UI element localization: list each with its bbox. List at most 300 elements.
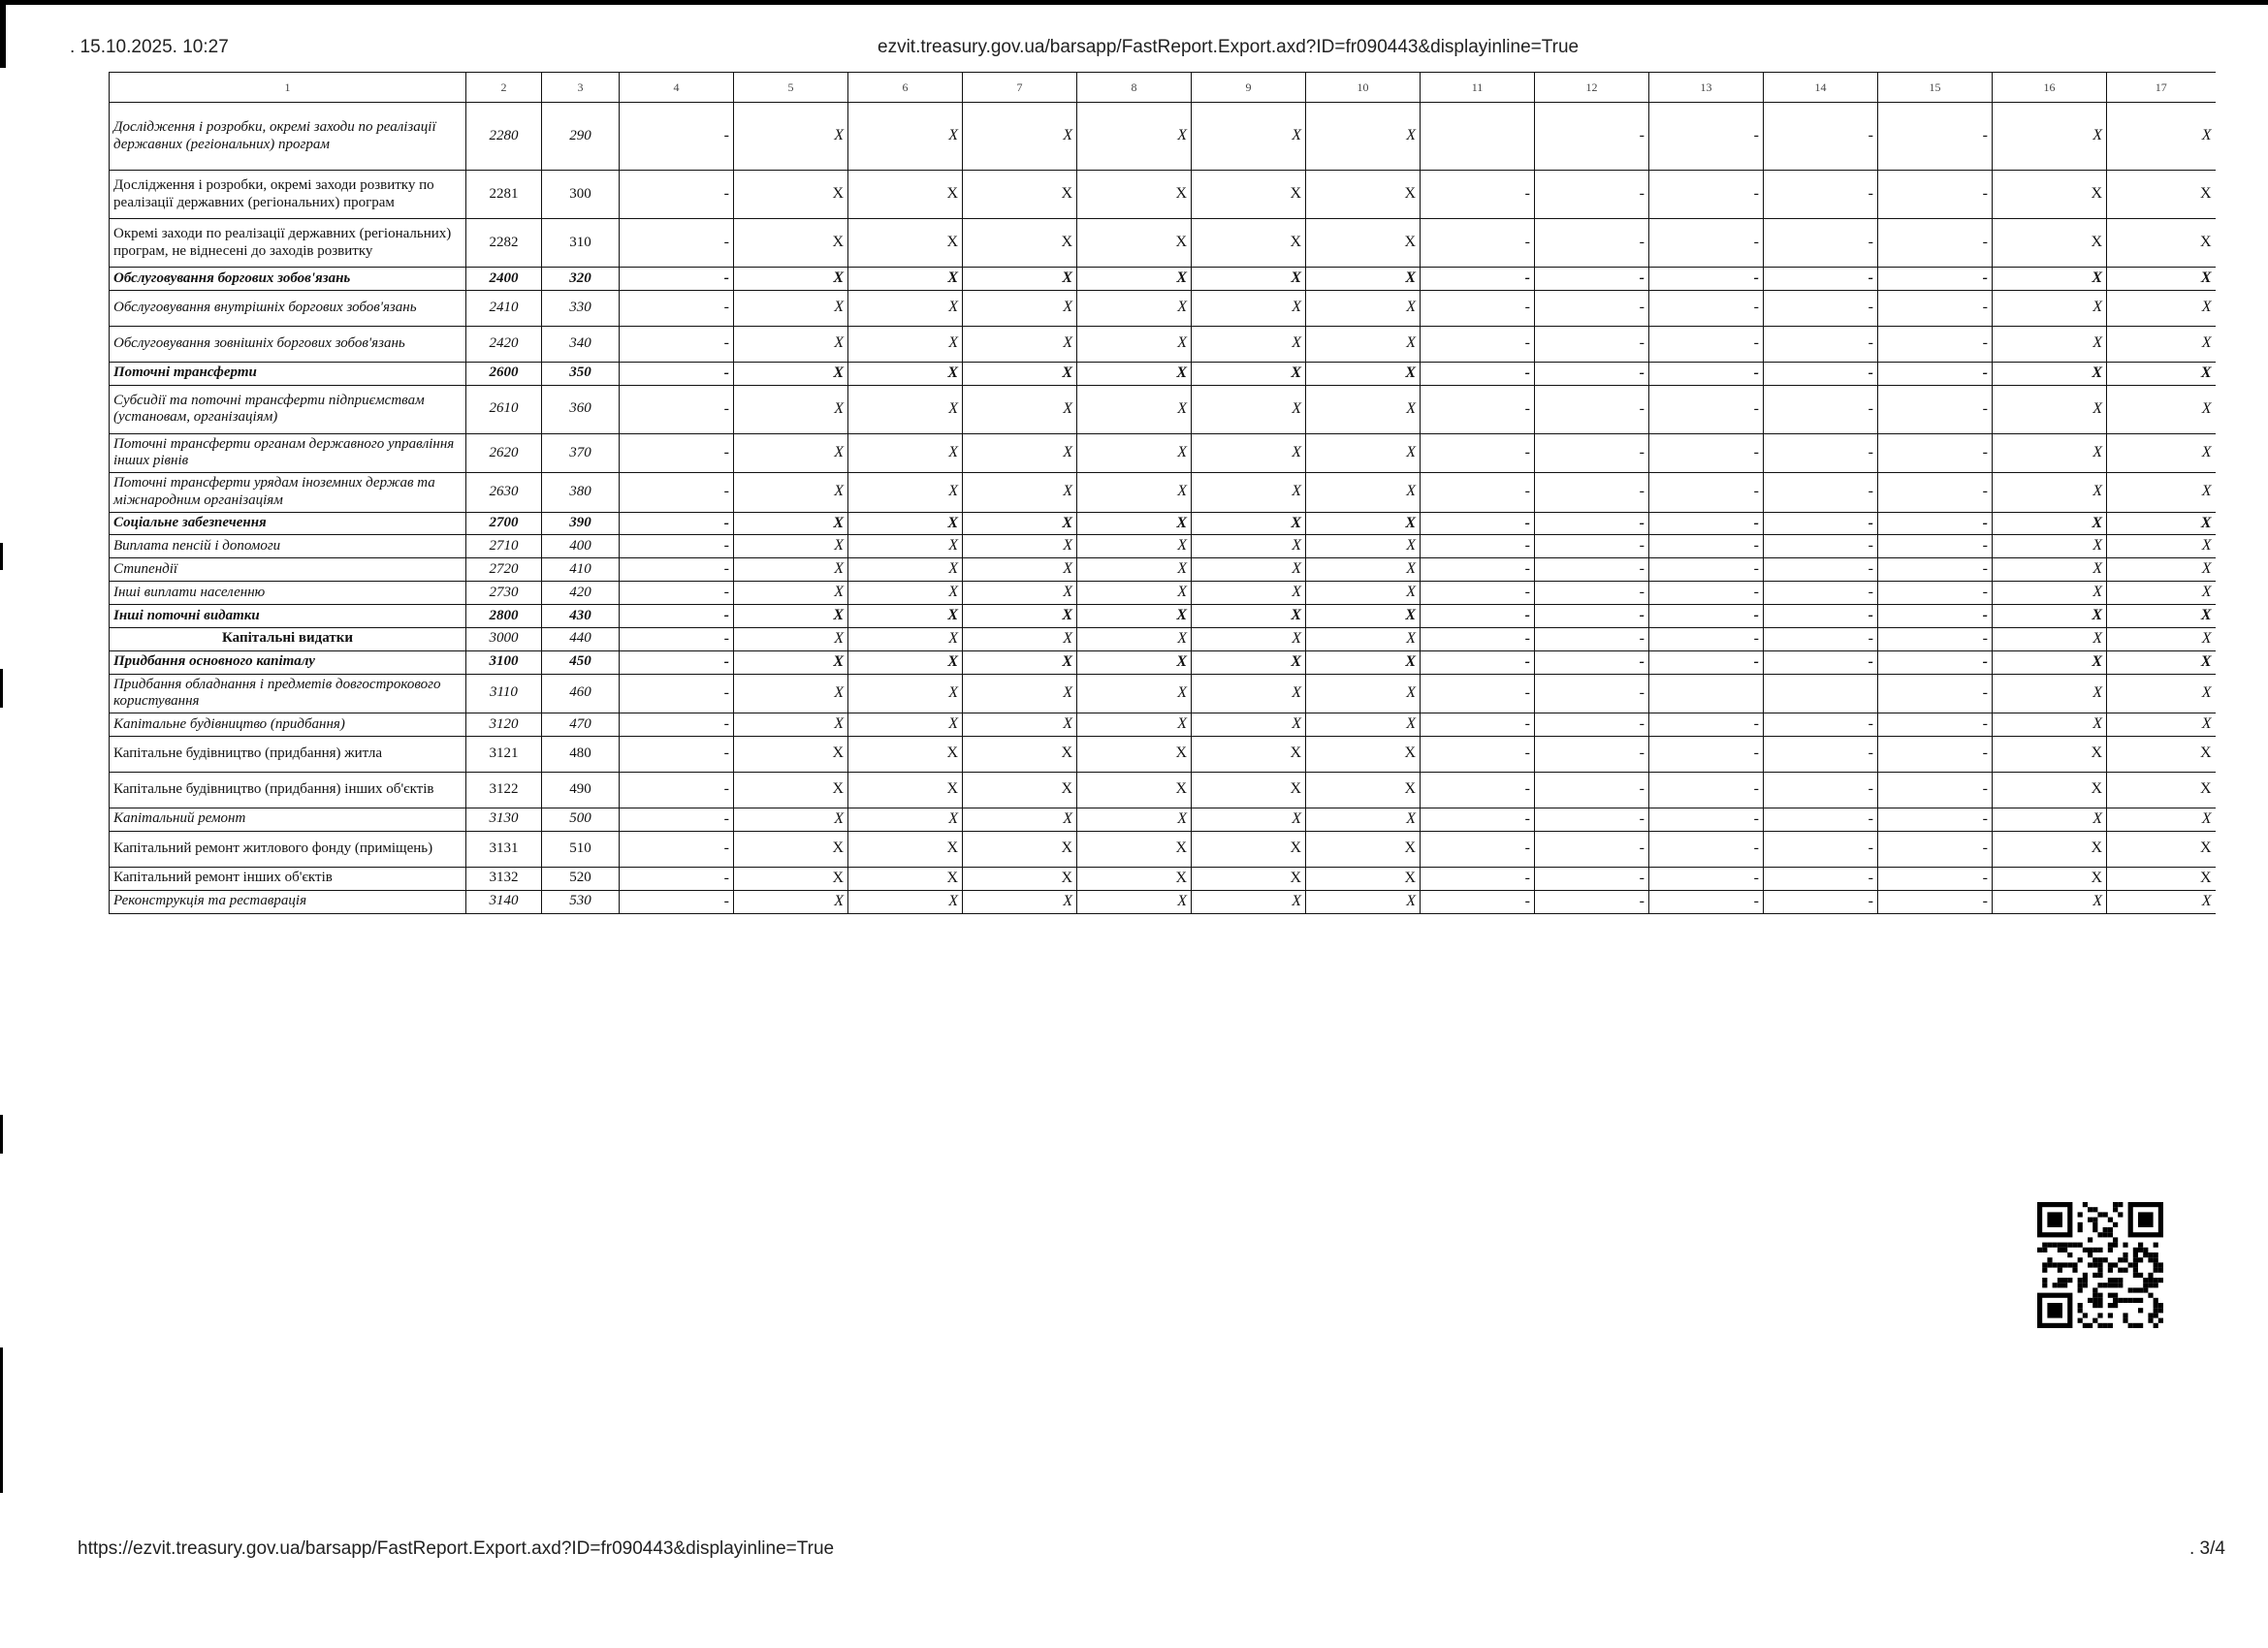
cell-value: X bbox=[1192, 890, 1306, 913]
cell-value: X bbox=[1993, 535, 2107, 558]
qr-module bbox=[2092, 1293, 2097, 1298]
qr-module bbox=[2108, 1232, 2113, 1237]
cell-value: X bbox=[2107, 512, 2216, 535]
cell-value: - bbox=[1878, 326, 1993, 362]
cell-value: - bbox=[1421, 219, 1535, 268]
qr-module bbox=[2133, 1268, 2138, 1273]
qr-module bbox=[2103, 1232, 2108, 1237]
row-name: Дослідження і розробки, окремі заходи по реалізації державних (регіональних) програм bbox=[110, 103, 466, 171]
cell-value: X bbox=[1192, 582, 1306, 605]
cell-value: - bbox=[620, 171, 734, 219]
qr-module bbox=[2148, 1283, 2153, 1287]
cell-value: X bbox=[963, 772, 1077, 808]
table-row bbox=[110, 103, 2216, 171]
qr-module bbox=[2123, 1318, 2127, 1323]
row-name: Капітальне будівництво (придбання) інших об'єктів bbox=[110, 772, 466, 808]
qr-module bbox=[2133, 1248, 2138, 1252]
cell-value: X bbox=[2107, 433, 2216, 472]
cell-value: - bbox=[1421, 558, 1535, 582]
column-number: 9 bbox=[1192, 73, 1306, 103]
row-name: Капітальний ремонт bbox=[110, 808, 466, 831]
cell-value: - bbox=[1421, 171, 1535, 219]
qr-module bbox=[2113, 1283, 2118, 1287]
table-row bbox=[110, 535, 2216, 558]
cell-value: X bbox=[1077, 362, 1192, 385]
cell-value: X bbox=[1077, 713, 1192, 737]
cell-value: X bbox=[1077, 171, 1192, 219]
row-code: 2410 bbox=[466, 290, 542, 326]
qr-module bbox=[2097, 1257, 2102, 1262]
cell-value: - bbox=[1878, 385, 1993, 433]
table-body bbox=[110, 73, 2216, 914]
cell-value: X bbox=[1993, 171, 2107, 219]
qr-module bbox=[2158, 1303, 2163, 1308]
cell-value: - bbox=[1649, 808, 1764, 831]
cell-value: - bbox=[1649, 582, 1764, 605]
qr-module bbox=[2138, 1243, 2143, 1248]
cell-value: - bbox=[1764, 650, 1878, 674]
cell-value: X bbox=[734, 582, 848, 605]
qr-module bbox=[2148, 1273, 2153, 1278]
qr-module bbox=[2108, 1293, 2113, 1298]
cell-value: - bbox=[1878, 103, 1993, 171]
table-row bbox=[110, 867, 2216, 890]
print-datetime: . 15.10.2025. 10:27 bbox=[70, 37, 229, 57]
qr-module bbox=[2143, 1252, 2148, 1257]
qr-module bbox=[2058, 1262, 2062, 1267]
cell-value: X bbox=[1993, 362, 2107, 385]
qr-module bbox=[2078, 1212, 2083, 1217]
cell-value: X bbox=[1306, 713, 1421, 737]
row-name: Субсидії та поточні трансферти підприємствам (установам, організаціям) bbox=[110, 385, 466, 433]
cell-value: X bbox=[1192, 512, 1306, 535]
cell-value: - bbox=[620, 674, 734, 713]
cell-value: - bbox=[1421, 385, 1535, 433]
cell-value: X bbox=[734, 890, 848, 913]
cell-value: X bbox=[963, 103, 1077, 171]
cell-value: - bbox=[620, 103, 734, 171]
cell-value: - bbox=[1421, 674, 1535, 713]
cell-value: X bbox=[1306, 473, 1421, 512]
cell-value: - bbox=[1535, 674, 1649, 713]
qr-module bbox=[2067, 1252, 2072, 1257]
row-name: Капітальні видатки bbox=[110, 627, 466, 650]
row-name: Обслуговування боргових зобов'язань bbox=[110, 268, 466, 291]
column-number: 10 bbox=[1306, 73, 1421, 103]
cell-value: X bbox=[963, 535, 1077, 558]
qr-module bbox=[2078, 1283, 2083, 1287]
cell-value: X bbox=[963, 290, 1077, 326]
qr-module bbox=[2143, 1278, 2148, 1283]
cell-value: X bbox=[1077, 808, 1192, 831]
cell-value: - bbox=[1649, 535, 1764, 558]
qr-module bbox=[2138, 1287, 2143, 1292]
column-number: 2 bbox=[466, 73, 542, 103]
column-number-row bbox=[110, 73, 2216, 103]
cell-value: X bbox=[1077, 326, 1192, 362]
cell-value: X bbox=[2107, 867, 2216, 890]
cell-value: X bbox=[1306, 674, 1421, 713]
cell-value: X bbox=[1077, 674, 1192, 713]
cell-value: X bbox=[2107, 582, 2216, 605]
qr-module bbox=[2092, 1218, 2097, 1222]
cell-value: X bbox=[848, 582, 963, 605]
cell-value: - bbox=[1878, 627, 1993, 650]
qr-module bbox=[2097, 1232, 2102, 1237]
cell-value: - bbox=[1649, 433, 1764, 472]
qr-module bbox=[2058, 1243, 2062, 1248]
cell-value: X bbox=[734, 831, 848, 867]
qr-module bbox=[2088, 1298, 2092, 1303]
cell-value: - bbox=[1649, 650, 1764, 674]
cell-value: X bbox=[848, 171, 963, 219]
header-url[interactable]: ezvit.treasury.gov.ua/barsapp/FastReport.Export.axd?ID=fr090443&displayinline=True bbox=[878, 37, 1580, 57]
qr-module bbox=[2148, 1318, 2153, 1323]
qr-module bbox=[2092, 1227, 2097, 1232]
qr-module bbox=[2092, 1287, 2097, 1292]
qr-module bbox=[2047, 1257, 2052, 1262]
cell-value: - bbox=[1649, 473, 1764, 512]
cell-value: - bbox=[1649, 171, 1764, 219]
row-line-number: 350 bbox=[542, 362, 620, 385]
qr-module bbox=[2113, 1293, 2118, 1298]
row-name: Соціальне забезпечення bbox=[110, 512, 466, 535]
cell-value: X bbox=[1077, 582, 1192, 605]
cell-value: X bbox=[1306, 171, 1421, 219]
cell-value: - bbox=[1535, 268, 1649, 291]
cell-value: X bbox=[848, 268, 963, 291]
row-name: Придбання обладнання і предметів довгострокового користування bbox=[110, 674, 466, 713]
cell-value: X bbox=[1993, 831, 2107, 867]
cell-value: - bbox=[1764, 268, 1878, 291]
qr-module bbox=[2118, 1278, 2123, 1283]
cell-value: - bbox=[1878, 808, 1993, 831]
table-row bbox=[110, 362, 2216, 385]
row-line-number: 400 bbox=[542, 535, 620, 558]
cell-value: X bbox=[1306, 558, 1421, 582]
cell-value: X bbox=[2107, 473, 2216, 512]
cell-value: - bbox=[1878, 867, 1993, 890]
row-line-number: 380 bbox=[542, 473, 620, 512]
qr-module bbox=[2158, 1268, 2163, 1273]
qr-module bbox=[2128, 1298, 2133, 1303]
column-number: 11 bbox=[1421, 73, 1535, 103]
qr-module bbox=[2113, 1237, 2118, 1242]
row-name: Інші виплати населенню bbox=[110, 582, 466, 605]
qr-module bbox=[2097, 1212, 2102, 1217]
cell-value: X bbox=[1306, 627, 1421, 650]
cell-value: X bbox=[848, 772, 963, 808]
row-code: 3140 bbox=[466, 890, 542, 913]
qr-module bbox=[2143, 1248, 2148, 1252]
cell-value: X bbox=[1192, 831, 1306, 867]
qr-module bbox=[2097, 1303, 2102, 1308]
row-code: 2700 bbox=[466, 512, 542, 535]
cell-value: X bbox=[1192, 433, 1306, 472]
cell-value: X bbox=[963, 219, 1077, 268]
cell-value: X bbox=[1192, 736, 1306, 772]
qr-module bbox=[2083, 1283, 2088, 1287]
table-row bbox=[110, 512, 2216, 535]
cell-value: X bbox=[1306, 512, 1421, 535]
cell-value: X bbox=[2107, 268, 2216, 291]
cell-value: X bbox=[1192, 171, 1306, 219]
cell-value: X bbox=[734, 219, 848, 268]
cell-value: - bbox=[1649, 103, 1764, 171]
qr-module bbox=[2138, 1273, 2143, 1278]
qr-module bbox=[2118, 1268, 2123, 1273]
cell-value: X bbox=[963, 171, 1077, 219]
cell-value: - bbox=[620, 736, 734, 772]
cell-value: X bbox=[848, 535, 963, 558]
cell-value: - bbox=[1535, 605, 1649, 628]
qr-module bbox=[2097, 1268, 2102, 1273]
cell-value: X bbox=[2107, 736, 2216, 772]
cell-value: X bbox=[1077, 627, 1192, 650]
cell-value: X bbox=[1993, 103, 2107, 171]
cell-value: - bbox=[1421, 473, 1535, 512]
table-row bbox=[110, 219, 2216, 268]
qr-module bbox=[2092, 1303, 2097, 1308]
cell-value: - bbox=[1421, 362, 1535, 385]
cell-value: - bbox=[620, 385, 734, 433]
qr-module bbox=[2088, 1218, 2092, 1222]
row-line-number: 370 bbox=[542, 433, 620, 472]
scan-mark bbox=[0, 543, 3, 570]
cell-value: X bbox=[1077, 867, 1192, 890]
qr-module bbox=[2058, 1268, 2062, 1273]
cell-value: - bbox=[1764, 605, 1878, 628]
cell-value: - bbox=[1535, 219, 1649, 268]
qr-module bbox=[2083, 1278, 2088, 1283]
cell-value: X bbox=[1306, 867, 1421, 890]
qr-module bbox=[2088, 1248, 2092, 1252]
qr-module bbox=[2103, 1323, 2108, 1328]
cell-value: X bbox=[1077, 890, 1192, 913]
scan-mark bbox=[0, 1347, 3, 1493]
cell-value: X bbox=[848, 736, 963, 772]
qr-module bbox=[2078, 1257, 2083, 1262]
column-number: 14 bbox=[1764, 73, 1878, 103]
cell-value: - bbox=[1421, 867, 1535, 890]
cell-value: X bbox=[963, 433, 1077, 472]
qr-module bbox=[2158, 1318, 2163, 1323]
scan-edge-top bbox=[0, 0, 2268, 5]
cell-value: - bbox=[1649, 713, 1764, 737]
cell-value: X bbox=[1993, 605, 2107, 628]
cell-value: - bbox=[1764, 535, 1878, 558]
column-number: 3 bbox=[542, 73, 620, 103]
cell-value: X bbox=[1993, 627, 2107, 650]
cell-value: X bbox=[734, 736, 848, 772]
qr-module bbox=[2133, 1257, 2138, 1262]
cell-value: - bbox=[1764, 808, 1878, 831]
cell-value: - bbox=[1764, 627, 1878, 650]
qr-module bbox=[2113, 1278, 2118, 1283]
cell-value: - bbox=[620, 268, 734, 291]
qr-module bbox=[2158, 1308, 2163, 1313]
cell-value: - bbox=[1535, 627, 1649, 650]
cell-value: X bbox=[2107, 171, 2216, 219]
cell-value: X bbox=[1192, 867, 1306, 890]
cell-value: X bbox=[734, 103, 848, 171]
cell-value: - bbox=[1535, 650, 1649, 674]
cell-value: X bbox=[963, 627, 1077, 650]
qr-module bbox=[2083, 1248, 2088, 1252]
cell-value: X bbox=[1306, 650, 1421, 674]
cell-value: X bbox=[1306, 433, 1421, 472]
qr-module bbox=[2062, 1248, 2067, 1252]
qr-module bbox=[2078, 1318, 2083, 1323]
cell-value: X bbox=[1077, 650, 1192, 674]
cell-value: X bbox=[963, 582, 1077, 605]
cell-value: - bbox=[1878, 890, 1993, 913]
table-row bbox=[110, 674, 2216, 713]
table-row bbox=[110, 433, 2216, 472]
qr-module bbox=[2097, 1313, 2102, 1317]
cell-value: X bbox=[1993, 674, 2107, 713]
cell-value bbox=[1649, 674, 1764, 713]
cell-value: X bbox=[1192, 650, 1306, 674]
table-row bbox=[110, 605, 2216, 628]
cell-value: - bbox=[1535, 890, 1649, 913]
table-row bbox=[110, 290, 2216, 326]
row-name: Реконструкція та реставрація bbox=[110, 890, 466, 913]
cell-value: - bbox=[620, 535, 734, 558]
qr-module bbox=[2067, 1262, 2072, 1267]
cell-value: - bbox=[1764, 582, 1878, 605]
cell-value: - bbox=[1421, 808, 1535, 831]
cell-value: - bbox=[1649, 772, 1764, 808]
cell-value: X bbox=[848, 627, 963, 650]
column-number: 5 bbox=[734, 73, 848, 103]
qr-module bbox=[2118, 1202, 2123, 1207]
qr-module bbox=[2108, 1303, 2113, 1308]
cell-value: X bbox=[963, 808, 1077, 831]
cell-value: X bbox=[848, 650, 963, 674]
cell-value: - bbox=[1764, 433, 1878, 472]
cell-value: X bbox=[1077, 772, 1192, 808]
cell-value: X bbox=[734, 385, 848, 433]
qr-module bbox=[2138, 1323, 2143, 1328]
qr-module bbox=[2083, 1273, 2088, 1278]
row-code: 2280 bbox=[466, 103, 542, 171]
qr-module bbox=[2154, 1283, 2158, 1287]
cell-value: X bbox=[1192, 385, 1306, 433]
qr-module bbox=[2123, 1268, 2127, 1273]
column-number: 17 bbox=[2107, 73, 2216, 103]
cell-value: - bbox=[1535, 582, 1649, 605]
cell-value: X bbox=[1306, 890, 1421, 913]
qr-module bbox=[2108, 1283, 2113, 1287]
table-row bbox=[110, 808, 2216, 831]
cell-value: X bbox=[1192, 219, 1306, 268]
row-name: Обслуговування зовнішніх боргових зобов'язань bbox=[110, 326, 466, 362]
qr-module bbox=[2113, 1202, 2118, 1207]
cell-value: X bbox=[1993, 385, 2107, 433]
cell-value: X bbox=[963, 512, 1077, 535]
row-line-number: 340 bbox=[542, 326, 620, 362]
cell-value: - bbox=[620, 558, 734, 582]
report-table bbox=[109, 72, 2216, 914]
qr-module bbox=[2154, 1262, 2158, 1267]
cell-value: - bbox=[1764, 219, 1878, 268]
cell-value: - bbox=[1421, 582, 1535, 605]
cell-value: X bbox=[1077, 385, 1192, 433]
cell-value: - bbox=[1649, 831, 1764, 867]
cell-value: - bbox=[1878, 582, 1993, 605]
qr-module bbox=[2092, 1298, 2097, 1303]
row-line-number: 290 bbox=[542, 103, 620, 171]
cell-value: - bbox=[1535, 558, 1649, 582]
cell-value: X bbox=[1077, 831, 1192, 867]
row-code: 3121 bbox=[466, 736, 542, 772]
cell-value: - bbox=[1878, 650, 1993, 674]
cell-value: - bbox=[1878, 736, 1993, 772]
cell-value: - bbox=[1764, 890, 1878, 913]
cell-value: - bbox=[1535, 103, 1649, 171]
cell-value: - bbox=[1878, 605, 1993, 628]
footer-url[interactable]: https://ezvit.treasury.gov.ua/barsapp/FastReport.Export.axd?ID=fr090443&displayinline=True bbox=[78, 1538, 835, 1559]
qr-module bbox=[2058, 1283, 2062, 1287]
row-name: Обслуговування внутрішніх боргових зобов'язань bbox=[110, 290, 466, 326]
qr-module bbox=[2133, 1273, 2138, 1278]
cell-value: X bbox=[734, 558, 848, 582]
cell-value: - bbox=[1878, 674, 1993, 713]
row-name: Капітальний ремонт житлового фонду (приміщень) bbox=[110, 831, 466, 867]
qr-module bbox=[2128, 1323, 2133, 1328]
cell-value: X bbox=[848, 831, 963, 867]
row-code: 2720 bbox=[466, 558, 542, 582]
cell-value: - bbox=[620, 772, 734, 808]
cell-value: X bbox=[734, 627, 848, 650]
qr-module bbox=[2092, 1222, 2097, 1227]
qr-module bbox=[2047, 1303, 2062, 1318]
cell-value: X bbox=[848, 362, 963, 385]
cell-value: X bbox=[1192, 326, 1306, 362]
cell-value: - bbox=[1535, 473, 1649, 512]
cell-value: X bbox=[848, 867, 963, 890]
cell-value: X bbox=[1306, 326, 1421, 362]
cell-value: - bbox=[1421, 713, 1535, 737]
cell-value: X bbox=[2107, 713, 2216, 737]
row-code: 3122 bbox=[466, 772, 542, 808]
cell-value bbox=[1421, 103, 1535, 171]
table-row bbox=[110, 650, 2216, 674]
qr-module bbox=[2103, 1227, 2108, 1232]
table-row bbox=[110, 171, 2216, 219]
cell-value: - bbox=[1535, 171, 1649, 219]
qr-module bbox=[2123, 1243, 2127, 1248]
cell-value: - bbox=[1649, 362, 1764, 385]
cell-value: - bbox=[620, 713, 734, 737]
cell-value: - bbox=[1878, 473, 1993, 512]
row-name: Капітальне будівництво (придбання) житла bbox=[110, 736, 466, 772]
cell-value: X bbox=[1192, 772, 1306, 808]
cell-value: X bbox=[848, 890, 963, 913]
cell-value: X bbox=[1993, 713, 2107, 737]
cell-value: - bbox=[620, 512, 734, 535]
qr-module bbox=[2118, 1212, 2123, 1217]
qr-module bbox=[2138, 1298, 2143, 1303]
cell-value: - bbox=[1421, 650, 1535, 674]
cell-value: - bbox=[1421, 268, 1535, 291]
qr-module bbox=[2097, 1293, 2102, 1298]
cell-value: - bbox=[1649, 736, 1764, 772]
cell-value: X bbox=[2107, 605, 2216, 628]
qr-module bbox=[2148, 1252, 2153, 1257]
cell-value: - bbox=[1878, 362, 1993, 385]
